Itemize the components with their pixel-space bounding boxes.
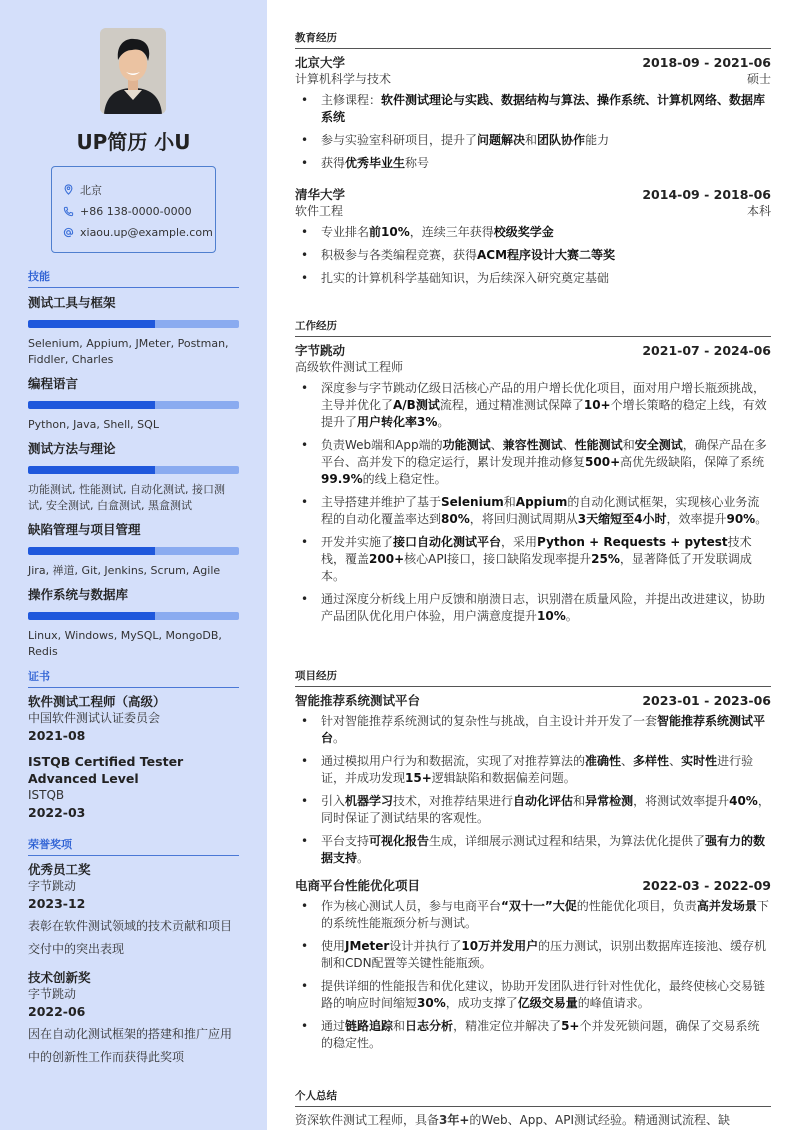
skill-name: 测试方法与理论 <box>28 441 116 456</box>
skill-name: 编程语言 <box>28 376 79 391</box>
skill-level-fill <box>28 547 155 555</box>
bullet-item: • 针对智能推荐系统测试的复杂性与挑战，自主设计并开发了一套智能推荐系统测试平台。 <box>295 713 771 747</box>
project-dates: 2022-03 - 2022-09 <box>642 878 771 893</box>
bullet-item: • 积极参与各类编程竞赛，获得ACM程序设计大赛二等奖 <box>295 247 771 264</box>
skill-tags: Linux, Windows, MySQL, MongoDB, Redis <box>28 629 222 658</box>
education-title: 教育经历 <box>295 30 771 49</box>
award-description: 因在自动化测试框架的搭建和推广应用中的创新性工作而获得此奖项 <box>28 1027 233 1064</box>
summary-text: 资深软件测试工程师，具备3年+的Web、App、API测试经验。精通测试流程、缺 <box>295 1113 731 1127</box>
skills-title: 技能 <box>28 268 239 288</box>
bullet-item: • 通过深度分析线上用户反馈和崩溃日志，识别潜在质量风险，并提出改进建议，协助产品团队优化用户体验，用户满意度提升10%。 <box>295 591 771 625</box>
skill-name: 缺陷管理与项目管理 <box>28 522 141 537</box>
phone-text: +86 138-0000-0000 <box>80 204 192 218</box>
work-section <box>295 318 771 631</box>
major: 计算机科学与技术 <box>295 72 392 86</box>
skill-tags: Python, Java, Shell, SQL <box>28 418 159 431</box>
skill-level-bar <box>28 466 239 474</box>
degree: 本科 <box>746 204 771 218</box>
email-text[interactable]: xiaou.up@example.com <box>80 226 213 240</box>
at-sign-icon <box>63 227 74 238</box>
awards-title: 荣誉奖项 <box>28 836 239 856</box>
bullet-item: • 使用JMeter设计并执行了10万并发用户的压力测试，识别出数据库连接池、缓存机制和CDN配置等关键性能瓶颈。 <box>295 938 771 972</box>
skill-item <box>28 520 239 579</box>
project-item <box>295 877 771 1052</box>
bullet-item: • 参与实验室科研项目，提升了问题解决和团队协作能力 <box>295 132 771 149</box>
award-date: 2022-06 <box>28 1004 86 1019</box>
skill-level-bar <box>28 401 239 409</box>
location-text: 北京 <box>80 183 102 197</box>
award-item <box>28 861 239 961</box>
certificate-name: 软件测试工程师（高级） <box>28 694 166 709</box>
contact-box <box>51 166 216 253</box>
award-date: 2023-12 <box>28 896 86 911</box>
contact-phone <box>63 201 215 223</box>
award-name: 技术创新奖 <box>28 970 91 985</box>
bullet-item: • 获得优秀毕业生称号 <box>295 155 771 172</box>
company-name: 字节跳动 <box>295 343 346 358</box>
projects-title: 项目经历 <box>295 668 771 687</box>
degree: 硕士 <box>746 72 771 86</box>
skill-level-fill <box>28 320 155 328</box>
skill-item <box>28 293 239 368</box>
education-bullets <box>295 224 771 287</box>
certificate-date: 2022-03 <box>28 805 86 820</box>
certificate-name: ISTQB Certified Tester Advanced Level <box>28 754 184 786</box>
award-issuer: 字节跳动 <box>28 879 77 893</box>
certificates-section <box>28 668 239 830</box>
skill-level-bar <box>28 547 239 555</box>
certificate-date: 2021-08 <box>28 728 86 743</box>
bullet-item: • 负责Web端和App端的功能测试、兼容性测试、性能测试和安全测试，确保产品在多平台、高并发下的稳定运行，累计发现并推动修复500+高优先级缺陷，保障了系统99.9%的线上稳定性。 <box>295 437 771 488</box>
certificate-issuer: ISTQB <box>28 788 65 802</box>
bullet-item: • 引入机器学习技术，对推荐结果进行自动化评估和异常检测，将测试效率提升40%，同时保证了测试结果的客观性。 <box>295 793 771 827</box>
education-bullets <box>295 92 771 172</box>
skill-tags: Selenium, Appium, JMeter, Postman, Fiddler, Charles <box>28 337 229 366</box>
award-issuer: 字节跳动 <box>28 987 77 1001</box>
bullet-item: • 作为核心测试人员，参与电商平台“双十一”大促的性能优化项目，负责高并发场景下的系统性能瓶颈分析与测试。 <box>295 898 771 932</box>
bullet-item: • 主导搭建并维护了基于Selenium和Appium的自动化测试框架，实现核心业务流程的自动化覆盖率达到80%，将回归测试周期从3天缩短至4小时，效率提升90%。 <box>295 494 771 528</box>
bullet-item: • 主修课程：软件测试理论与实践、数据结构与算法、操作系统、计算机网络、数据库系统 <box>295 92 771 126</box>
location-pin-icon <box>63 184 74 195</box>
bullet-item: • 提供详细的性能报告和优化建议，协助开发团队进行针对性优化，最终使核心交易链路的响应时间缩短30%，成功支撑了亿级交易量的峰值请求。 <box>295 978 771 1012</box>
summary-section <box>295 1088 771 1129</box>
award-item <box>28 969 239 1069</box>
skills-section <box>28 268 239 666</box>
sidebar <box>0 0 267 1130</box>
project-name: 智能推荐系统测试平台 <box>295 693 421 708</box>
skill-name: 测试工具与框架 <box>28 295 116 310</box>
education-item <box>295 54 771 172</box>
work-bullets <box>295 380 771 625</box>
contact-email <box>63 222 215 244</box>
major: 软件工程 <box>295 204 344 218</box>
project-bullets <box>295 713 771 867</box>
bullet-item: • 开发并实施了接口自动化测试平台，采用Python + Requests + pytest技术栈，覆盖200+核心API接口，接口缺陷发现率提升25%，显著降低了开发联调成本。 <box>295 534 771 585</box>
certificate-item <box>28 693 239 745</box>
bullet-item: • 专业排名前10%，连续三年获得校级奖学金 <box>295 224 771 241</box>
project-item <box>295 692 771 867</box>
education-item <box>295 186 771 287</box>
bullet-item: • 平台支持可视化报告生成，详细展示测试过程和结果，为算法优化提供了强有力的数据支持。 <box>295 833 771 867</box>
skill-level-fill <box>28 612 155 620</box>
awards-section <box>28 836 239 1077</box>
education-section <box>295 30 771 293</box>
bullet-item: • 扎实的计算机科学基础知识，为后续深入研究奠定基础 <box>295 270 771 287</box>
skill-level-fill <box>28 401 155 409</box>
project-dates: 2023-01 - 2023-06 <box>642 693 771 708</box>
skill-item <box>28 374 239 433</box>
skill-item <box>28 439 239 514</box>
school-name: 北京大学 <box>295 55 346 70</box>
work-title: 工作经历 <box>295 318 771 337</box>
award-description: 表彰在软件测试领域的技术贡献和项目交付中的突出表现 <box>28 919 233 956</box>
skill-name: 操作系统与数据库 <box>28 587 129 602</box>
profile-photo <box>100 28 166 114</box>
skill-level-fill <box>28 466 155 474</box>
phone-icon <box>63 206 74 217</box>
profile-name: UP简历 小U <box>76 130 191 154</box>
bullet-item: • 深度参与字节跳动亿级日活核心产品的用户增长优化项目，面对用户增长瓶颈挑战，主导并优化了A/B测试流程，通过精准测试保障了10+个增长策略的稳定上线，有效提升了用户转化率3%。 <box>295 380 771 431</box>
award-name: 优秀员工奖 <box>28 862 91 877</box>
skill-tags: Jira, 禅道, Git, Jenkins, Scrum, Agile <box>28 564 221 577</box>
bullet-item: • 通过模拟用户行为和数据流，实现了对推荐算法的准确性、多样性、实时性进行验证，并成功发现15+逻辑缺陷和数据偏差问题。 <box>295 753 771 787</box>
certificate-issuer: 中国软件测试认证委员会 <box>28 711 161 725</box>
education-dates: 2018-09 - 2021-06 <box>642 55 771 70</box>
project-bullets <box>295 898 771 1052</box>
work-dates: 2021-07 - 2024-06 <box>642 343 771 358</box>
skill-tags: 功能测试, 性能测试, 自动化测试, 接口测试, 安全测试, 白盒测试, 黑盒测试 <box>28 483 225 512</box>
certificate-item <box>28 753 239 822</box>
education-dates: 2014-09 - 2018-06 <box>642 187 771 202</box>
project-name: 电商平台性能优化项目 <box>295 878 421 893</box>
summary-title: 个人总结 <box>295 1088 771 1107</box>
skill-level-bar <box>28 612 239 620</box>
job-role: 高级软件测试工程师 <box>295 360 404 374</box>
work-item <box>295 342 771 625</box>
projects-section <box>295 668 771 1058</box>
bullet-item: • 通过链路追踪和日志分析，精准定位并解决了5+个并发死锁问题，确保了交易系统的稳定性。 <box>295 1018 771 1052</box>
certificates-title: 证书 <box>28 668 239 688</box>
contact-location <box>63 179 215 201</box>
skill-item <box>28 585 239 660</box>
skill-level-bar <box>28 320 239 328</box>
school-name: 清华大学 <box>295 187 346 202</box>
